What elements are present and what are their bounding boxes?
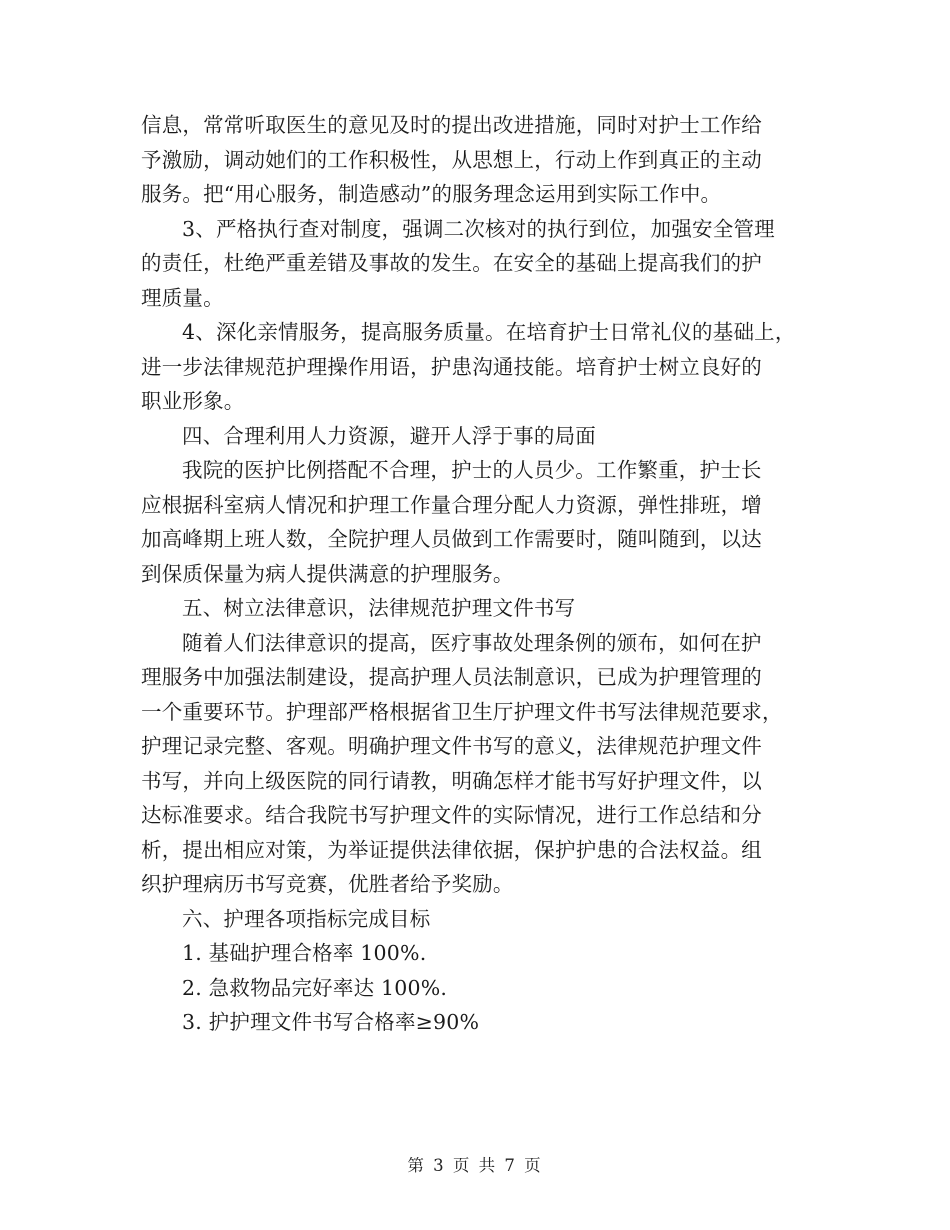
text-line: 四、合理利用人力资源，避开人浮于事的局面	[182, 423, 596, 448]
text-line: 理服务中加强法制建设，提高护理人员法制意识，已成为护理管理的	[141, 665, 762, 689]
text-line: 护理记录完整、客观。明确护理文件书写的意义，法律规范护理文件	[141, 734, 762, 758]
text-line: 六、护理各项指标完成目标	[182, 906, 431, 931]
page-footer: 第 3 页 共 7 页	[407, 1156, 543, 1175]
text-line: 3. 护护理文件书写合格率≥90%	[182, 1010, 480, 1034]
text-line: 理质量。	[141, 285, 224, 310]
text-line: 进一步法律规范护理操作用语，护患沟通技能。培育护士树立良好的	[141, 354, 762, 379]
text-line: 信息，常常听取医生的意见及时的提出改进措施，同时对护士工作给	[141, 113, 762, 137]
text-line: 职业形象。	[141, 389, 245, 413]
text-line: 析，提出相应对策，为举证提供法律依据，保护护患的合法权益。组	[141, 837, 762, 862]
text-line: 加高峰期上班人数，全院护理人员做到工作需要时，随叫随到，以达	[141, 527, 762, 551]
text-line: 我院的医护比例搭配不合理，护士的人员少。工作繁重，护士长	[182, 458, 762, 482]
text-line: 2. 急救物品完好率达 100%.	[182, 975, 448, 1000]
text-line: 书写，并向上级医院的同行请教，明确怎样才能书写好护理文件，以	[141, 768, 762, 793]
document-body	[141, 108, 811, 1040]
text-line: 服务。把“用心服务，制造感动”的服务理念运用到实际工作中。	[141, 182, 722, 206]
text-line: 到保质保量为病人提供满意的护理服务。	[141, 561, 514, 586]
text-line: 予激励，调动她们的工作积极性，从思想上，行动上作到真正的主动	[141, 147, 762, 172]
text-line: 应根据科室病人情况和护理工作量合理分配人力资源，弹性排班，增	[141, 492, 762, 517]
text-line: 的责任，杜绝严重差错及事故的发生。在安全的基础上提高我们的护	[141, 251, 762, 275]
text-line: 五、树立法律意识，法律规范护理文件书写	[182, 596, 576, 620]
text-line: 织护理病历书写竞赛，优胜者给予奖励。	[141, 872, 514, 896]
text-line: 随着人们法律意识的提高，医疗事故处理条例的颁布，如何在护	[182, 630, 762, 655]
text-line: 一个重要环节。护理部严格根据省卫生厅护理文件书写法律规范要求，	[141, 699, 783, 724]
text-line: 3、严格执行查对制度，强调二次核对的执行到位，加强安全管理	[182, 216, 775, 241]
text-line: 1. 基础护理合格率 100%.	[182, 941, 427, 965]
text-line: 达标准要求。结合我院书写护理文件的实际情况，进行工作总结和分	[141, 803, 762, 827]
text-line: 4、深化亲情服务，提高服务质量。在培育护士日常礼仪的基础上，	[182, 320, 796, 344]
